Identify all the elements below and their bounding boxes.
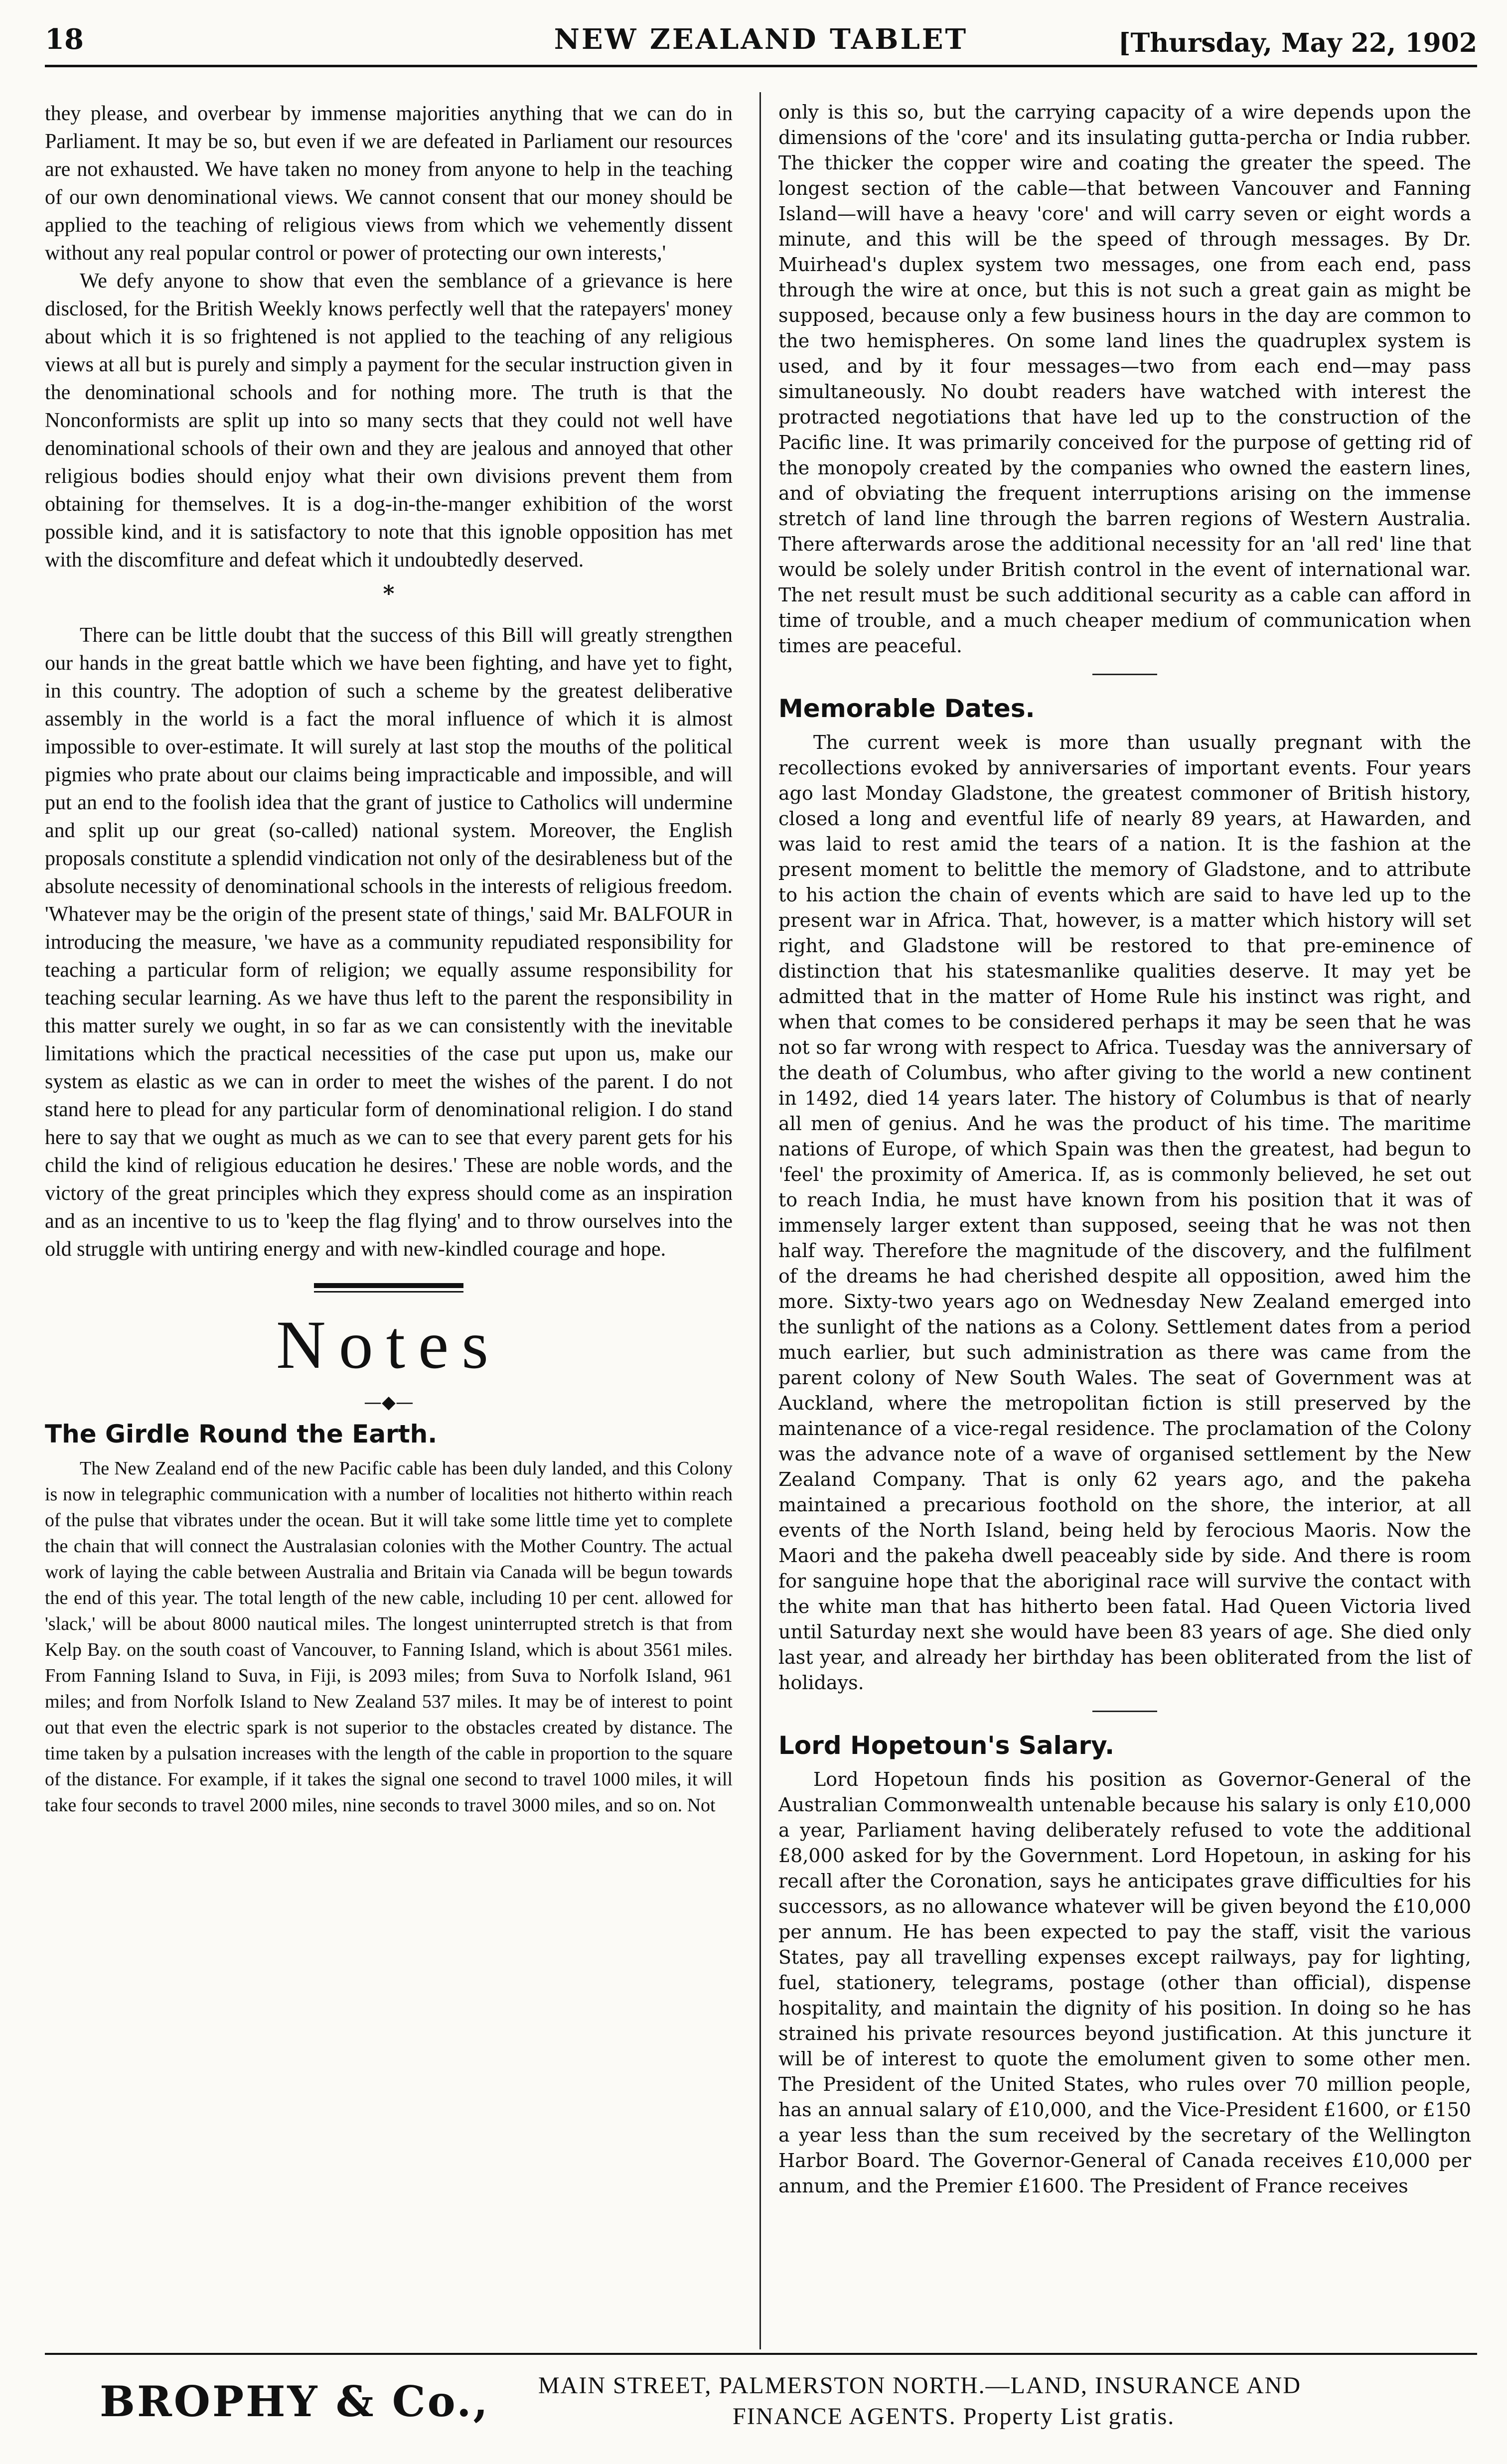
article-paragraph: they please, and overbear by immense majorities anything that we can do in Parliament. It may be so, but even if we are defeated in Parliament our resources are not exhausted. We have taken no money from anyone to help in the teaching of our own denominational views. We cannot consent that our money should be applied to the teaching of religious views from which we vehemently dissent without any real popular control or power of protecting our own interests,' xyxy=(45,102,733,265)
article-paragraph: The New Zealand end of the new Pacific cable has been duly landed, and this Colony is now in telegraphic communication with a number of localities not hitherto within reach of the pulse that vibrates under the ocean. But it will take some little time yet to complete the chain that will connect the Australasian colonies with the Mother Country. The actual work of laying the cable between Australia and Britain via Canada will be begun towards the end of this year. The total length of the new cable, including 10 per cent. allowed for 'slack,' will be about 8000 nautical miles. The longest uninterrupted stretch is that from Kelp Bay. on the south coast of Vancouver, to Fanning Island, which is about 3561 miles. From Fanning Island to Suva, in Fiji, is 2093 miles; from Suva to Norfolk Island, 961 miles; and from Norfolk Island to New Zealand 537 miles. It may be of interest to point out that even the electric spark is not superior to the obstacles created by distance. The time taken by a pulsation increases with the length of the cable in proportion to the square of the distance. For example, if it takes the signal one second to travel 1000 miles, it will take four seconds to travel 2000 miles, nine seconds to travel 3000 miles, and so on. Not xyxy=(45,1458,733,1816)
issue-date: [Thursday, May 22, 1902 xyxy=(1118,28,1477,58)
notes-rule xyxy=(314,1283,463,1288)
section-asterisk: * xyxy=(383,581,395,606)
column-divider xyxy=(759,92,761,2349)
advert-text: FINANCE AGENTS. Property List gratis. xyxy=(733,2403,1175,2430)
header-rule xyxy=(45,65,1477,67)
article-paragraph: The current week is more than usually pregnant with the recollections evoked by anniversaries of important events. Four years ago last Monday Gladstone, the greatest commoner of British history, closed a long and eventful life of nearly 89 years, at Hawarden, and was laid to rest amid the tears of a nation. It is the fashion at the present moment to belittle the memory of Gladstone, and to attribute to his action the chain of events which are said to have led up to the present war in Africa. That, however, is a matter which history will set right, and Gladstone will be restored to that pre-eminence of distinction that his statesmanlike qualities deserve. It may yet be admitted that in the matter of Home Rule his instinct was right, and when that comes to be considered perhaps it may be seen that he was not so far wrong with respect to Africa. Tuesday was the anniversary of the death of Columbus, who after giving to the world a new continent in 1492, died 14 years later. The history of Columbus is that of nearly all men of genius. And he was the product of his time. The maritime nations of Europe, of which Spain was then the greatest, had begun to 'feel' the proximity of America. If, as is commonly believed, he set out to reach India, he must have known from his position that it was of immensely larger extent than supposed, seeing that he was not then half way. Therefore the magnitude of the discovery, and the fulfilment of the dreams he had cherished despite all opposition, awed him the more. Sixty-two years ago on Wednesday New Zealand emerged into the sunlight of the nations as a Colony. Settlement dates from a period much earlier, but such administration as there was came from the parent colony of New South Wales. The seat of Government was at Auckland, where the metropolitan fiction is still preserved by the maintenance of a vice-regal residence. The proclamation of the Colony was the advance note of a wave of organised settlement by the New Zealand Company. That is only 62 years ago, and the pakeha maintained a precarious foothold on the shore, the interior, at all events of the North Island, being held by ferocious Maoris. Now the Maori and the pakeha dwell peaceably side by side. And there is room for sanguine hope that the aboriginal race will survive the contact with the white man that has hitherto been fatal. Had Queen Victoria lived until Saturday next she would have been 83 years of age. She died only last year, and already her birthday has been obliterated from the list of holidays. xyxy=(778,731,1471,1694)
ornament-divider: —◆— xyxy=(364,1392,414,1413)
section-heading: Memorable Dates. xyxy=(778,694,1035,723)
advert-text: MAIN STREET, PALMERSTON NORTH.—LAND, INSURANCE AND xyxy=(538,2372,1301,2399)
advert-firm-name: BROPHY & Co., xyxy=(100,2377,490,2426)
publication-title: NEW ZEALAND TABLET xyxy=(554,23,968,56)
right-column xyxy=(778,100,1471,2199)
section-rule xyxy=(1092,674,1157,675)
notes-rule xyxy=(314,1291,463,1293)
article-paragraph: only is this so, but the carrying capacity of a wire depends upon the dimensions of the 'core' and its insulating gutta-percha or India rubber. The thicker the copper wire and coating the greater the speed. The longest section of the cable—that between Vancouver and Fanning Island—will have a heavy 'core' and will carry seven or eight words a minute, and this will be the speed of through messages. By Dr. Muirhead's duplex system two messages, one from each end, pass through the wire at once, but this is not such a great gain as might be supposed, because only a few business hours in the day are common to the two hemispheres. On some land lines the quadruplex system is used, and by it four messages—two from each end—may pass simultaneously. No doubt readers have watched with interest the protracted negotiations that have led up to the construction of the Pacific line. It was primarily conceived for the purpose of getting rid of the monopoly created by the companies who owned the eastern lines, and of obviating the frequent interruptions arising on the immense stretch of land line through the barren regions of Western Australia. There afterwards arose the additional necessity for an 'all red' line that would be solely under British control in the event of international war. The net result must be such additional security as a cable can afford in time of trouble, and a much cheaper medium of communication when times are peaceful. xyxy=(778,101,1471,657)
page-header xyxy=(45,20,1477,65)
section-heading: The Girdle Round the Earth. xyxy=(45,1420,438,1449)
advert-rule xyxy=(45,2353,1477,2355)
section-heading: Lord Hopetoun's Salary. xyxy=(778,1731,1115,1760)
article-paragraph: Lord Hopetoun finds his position as Governor-General of the Australian Commonwealth untenable because his salary is only £10,000 a year, Parliament having deliberately refused to vote the additional £8,000 asked for by the Government. Lord Hopetoun, in asking for his recall after the Coronation, says he anticipates grave difficulties for his successors, as no allowance whatever will be given beyond the £10,000 per annum. He has been expected to pay the staff, visit the various States, pay all travelling expenses except railways, pay for lighting, fuel, stationery, telegrams, postage (other than official), dispense hospitality, and maintain the dignity of his position. In doing so he has strained his private resources beyond justification. At this juncture it will be of interest to quote the emolument given to some other men. The President of the United States, who rules over 70 million people, has an annual salary of £10,000, and the Vice-President £1600, or £150 a year less than the sum received by the secretary of the Wellington Harbor Board. The Governor-General of Canada receives £10,000 per annum, and the Premier £1600. The President of France receives xyxy=(778,1768,1471,2197)
notes-title: Notes xyxy=(276,1306,501,1383)
section-rule xyxy=(1092,1711,1157,1712)
page-number: 18 xyxy=(45,23,84,56)
left-column xyxy=(45,100,733,1818)
article-paragraph: There can be little doubt that the success of this Bill will greatly strengthen our hands in the great battle which we have been fighting, and have yet to fight, in this country. The adoption of such a scheme by the greatest deliberative assembly in the world is a fact the moral influence of which it is almost impossible to over-estimate. It will surely at last stop the mouths of the political pigmies who prate about our claims being impracticable and impossible, and will put an end to the foolish idea that the grant of justice to Catholics will undermine and split up our great (so-called) national system. Moreover, the English proposals constitute a splendid vindication not only of the desirableness but of the absolute necessity of denominational schools in the interests of religious freedom. 'Whatever may be the origin of the present state of things,' said Mr. BALFOUR in introducing the measure, 'we have as a community repudiated responsibility for teaching a particular form of religion; we equally assume responsibility for teaching secular learning. As we have thus left to the parent the responsibility in this matter surely we ought, in so far as we can consistently with the inevitable limitations which the practical necessities of the case put upon us, make our system as elastic as we can in order to meet the wishes of the parent. I do not stand here to plead for any particular form of denominational religion. I do stand here to say that we ought as much as we can to see that every parent gets for his child the kind of religious education he desires.' These are noble words, and the victory of the great principles which they express should come as an inspiration and as an incentive to us to 'keep the flag flying' and to throw ourselves into the old struggle with untiring energy and with new-kindled courage and hope. xyxy=(45,624,733,1261)
article-paragraph: We defy anyone to show that even the semblance of a grievance is here disclosed, for the British Weekly knows perfectly well that the ratepayers' money about which it is so frightened is not applied to the teaching of any religious views at all but is purely and simply a payment for the secular instruction given in the denominational schools and for nothing more. The truth is that the Nonconformists are split up into so many sects that they could not well have denominational schools of their own and they are jealous and annoyed that other religious bodies should enjoy what their own divisions prevent them from obtaining for themselves. It is a dog-in-the-manger exhibition of the worst possible kind, and it is satisfactory to note that this ignoble opposition has met with the discomfiture and defeat which it undoubtedly deserved. xyxy=(45,270,733,572)
